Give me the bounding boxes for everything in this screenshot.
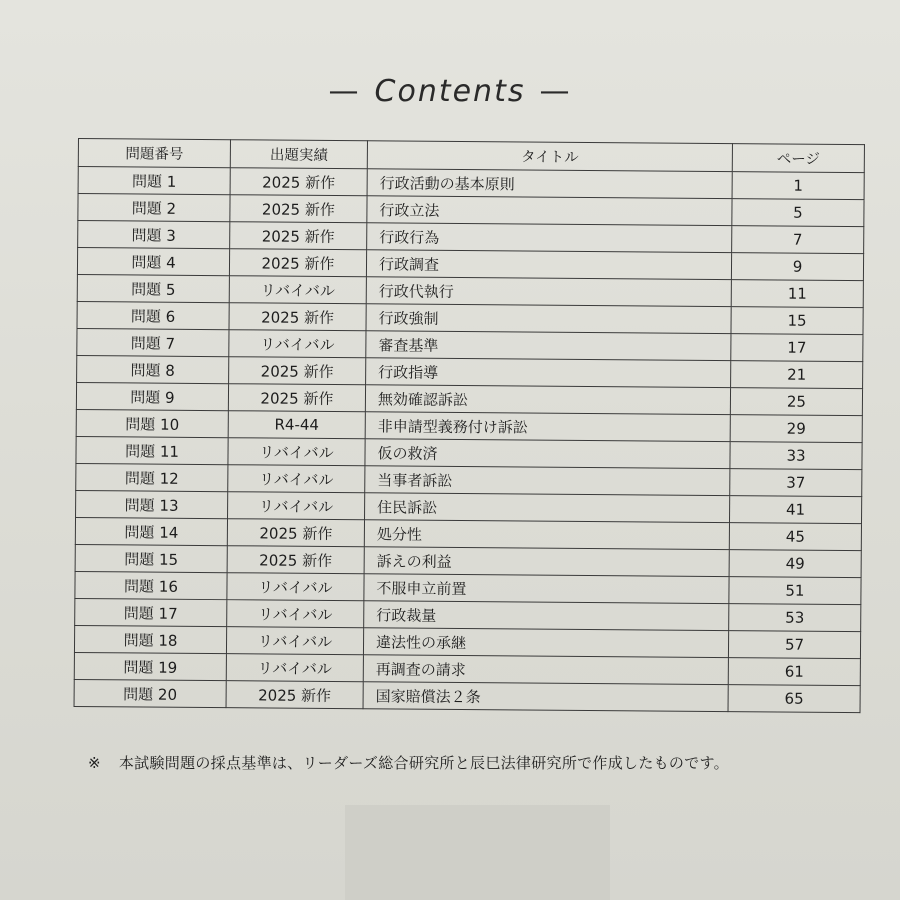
row-record: リバイバル bbox=[226, 627, 363, 655]
row-page: 11 bbox=[731, 280, 863, 308]
footnote-mark: ※ bbox=[88, 754, 101, 772]
row-record: 2025 新作 bbox=[229, 357, 366, 385]
row-title: 再調査の請求 bbox=[363, 655, 728, 685]
header-page: ページ bbox=[732, 144, 864, 173]
row-title: 無効確認訴訟 bbox=[365, 385, 730, 415]
row-title: 審査基準 bbox=[366, 331, 731, 361]
row-title: 仮の救済 bbox=[365, 439, 730, 469]
row-record: 2025 新作 bbox=[230, 222, 367, 250]
row-number: 問題 14 bbox=[75, 517, 227, 545]
row-title: 住民訴訟 bbox=[365, 493, 730, 523]
row-number: 問題 2 bbox=[78, 194, 230, 222]
row-record: 2025 新作 bbox=[230, 195, 367, 223]
row-record: 2025 新作 bbox=[229, 249, 366, 277]
row-page: 5 bbox=[732, 199, 864, 227]
row-number: 問題 9 bbox=[76, 382, 228, 410]
row-record: リバイバル bbox=[228, 465, 365, 493]
row-number: 問題 15 bbox=[75, 544, 227, 572]
row-page: 29 bbox=[730, 415, 862, 443]
footnote-text: 本試験問題の採点基準は、リーダーズ総合研究所と辰巳法律研究所で作成したものです。 bbox=[118, 754, 729, 772]
header-record: 出題実績 bbox=[230, 140, 367, 169]
table-body bbox=[74, 167, 864, 713]
row-number: 問題 3 bbox=[78, 221, 230, 249]
row-number: 問題 5 bbox=[77, 274, 229, 302]
row-number: 問題 20 bbox=[74, 679, 226, 707]
row-number: 問題 12 bbox=[76, 463, 228, 491]
row-page: 1 bbox=[732, 172, 864, 200]
contents-table bbox=[74, 138, 865, 713]
contents-heading bbox=[0, 74, 900, 109]
row-record: リバイバル bbox=[229, 276, 366, 304]
row-title: 行政指導 bbox=[366, 358, 731, 388]
row-page: 33 bbox=[730, 442, 862, 470]
header-title: タイトル bbox=[367, 141, 732, 172]
row-title: 行政調査 bbox=[366, 250, 731, 280]
row-record: 2025 新作 bbox=[227, 546, 364, 574]
row-record: 2025 新作 bbox=[230, 168, 367, 196]
heading-dash-left: — bbox=[328, 74, 361, 109]
row-page: 37 bbox=[730, 469, 862, 497]
row-title: 行政活動の基本原則 bbox=[367, 169, 732, 199]
row-number: 問題 1 bbox=[78, 167, 230, 195]
row-page: 51 bbox=[729, 577, 861, 605]
row-record: 2025 新作 bbox=[226, 681, 363, 709]
row-number: 問題 10 bbox=[76, 409, 228, 437]
row-title: 行政行為 bbox=[367, 223, 732, 253]
row-number: 問題 4 bbox=[77, 248, 229, 276]
row-record: 2025 新作 bbox=[227, 519, 364, 547]
row-page: 57 bbox=[728, 631, 860, 659]
row-title: 違法性の承継 bbox=[363, 628, 728, 658]
heading-dash-right: — bbox=[539, 74, 572, 109]
header-number: 問題番号 bbox=[78, 139, 230, 168]
row-title: 行政裁量 bbox=[364, 601, 729, 631]
row-record: R4-44 bbox=[228, 411, 365, 439]
row-page: 41 bbox=[729, 496, 861, 524]
row-record: リバイバル bbox=[226, 654, 363, 682]
row-record: リバイバル bbox=[228, 492, 365, 520]
row-title: 当事者訴訟 bbox=[365, 466, 730, 496]
row-number: 問題 11 bbox=[76, 436, 228, 464]
row-title: 行政代執行 bbox=[366, 277, 731, 307]
footnote bbox=[88, 752, 729, 773]
row-title: 不服申立前置 bbox=[364, 574, 729, 604]
row-page: 61 bbox=[728, 658, 860, 686]
row-record: リバイバル bbox=[227, 600, 364, 628]
row-number: 問題 13 bbox=[76, 490, 228, 518]
row-page: 17 bbox=[731, 334, 863, 362]
row-page: 15 bbox=[731, 307, 863, 335]
row-page: 25 bbox=[730, 388, 862, 416]
row-page: 21 bbox=[731, 361, 863, 389]
heading-title: Contents bbox=[374, 74, 526, 109]
row-title: 国家賠償法２条 bbox=[363, 682, 728, 712]
row-page: 53 bbox=[729, 604, 861, 632]
table-row bbox=[74, 679, 860, 712]
row-page: 9 bbox=[731, 253, 863, 281]
bleed-through-shadow bbox=[345, 805, 610, 900]
row-record: 2025 新作 bbox=[229, 303, 366, 331]
row-title: 行政立法 bbox=[367, 196, 732, 226]
row-number: 問題 8 bbox=[77, 355, 229, 383]
row-number: 問題 6 bbox=[77, 301, 229, 329]
row-page: 45 bbox=[729, 523, 861, 551]
row-title: 非申請型義務付け訴訟 bbox=[365, 412, 730, 442]
row-page: 49 bbox=[729, 550, 861, 578]
row-number: 問題 18 bbox=[74, 625, 226, 653]
row-number: 問題 19 bbox=[74, 652, 226, 680]
row-title: 行政強制 bbox=[366, 304, 731, 334]
row-number: 問題 7 bbox=[77, 328, 229, 356]
row-page: 65 bbox=[728, 685, 860, 713]
row-title: 処分性 bbox=[364, 520, 729, 550]
row-record: リバイバル bbox=[229, 330, 366, 358]
row-page: 7 bbox=[732, 226, 864, 254]
row-number: 問題 16 bbox=[75, 571, 227, 599]
row-number: 問題 17 bbox=[75, 598, 227, 626]
row-title: 訴えの利益 bbox=[364, 547, 729, 577]
row-record: リバイバル bbox=[228, 438, 365, 466]
row-record: 2025 新作 bbox=[228, 384, 365, 412]
row-record: リバイバル bbox=[227, 573, 364, 601]
